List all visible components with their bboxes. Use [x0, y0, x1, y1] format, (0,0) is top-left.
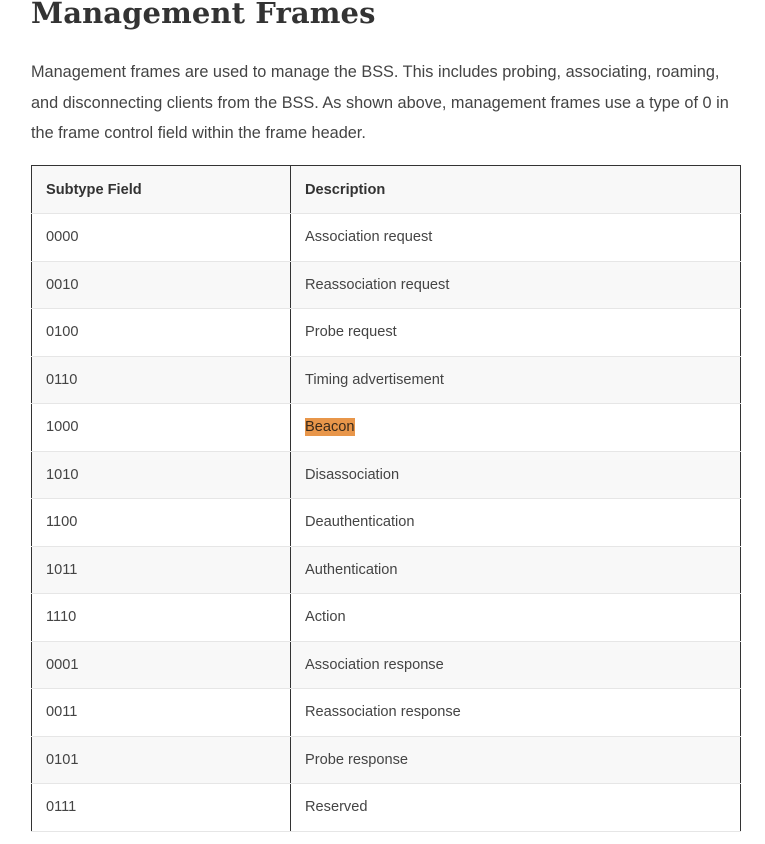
subtype-cell: 1110: [32, 594, 291, 642]
table-body: [32, 214, 741, 832]
section-heading: Management Frames: [31, 0, 376, 30]
subtype-cell: 1011: [32, 546, 291, 594]
table-row: [32, 499, 741, 547]
table-header: [32, 166, 741, 214]
description-cell: Timing advertisement: [291, 356, 741, 404]
description-cell: Authentication: [291, 546, 741, 594]
table-row: [32, 404, 741, 452]
intro-paragraph: Management frames are used to manage the BSS. This includes probing, associating, roaming, and disconnecting clients from the BSS. As shown above, management frames use a type of 0 in the frame control field within the frame header.: [31, 63, 729, 142]
subtype-cell: 0000: [32, 214, 291, 262]
subtype-cell: 0010: [32, 261, 291, 309]
description-cell: Probe response: [291, 736, 741, 784]
description-cell: Probe request: [291, 309, 741, 357]
subtype-cell: 1000: [32, 404, 291, 452]
subtype-cell: 1100: [32, 499, 291, 547]
description-cell: Reserved: [291, 784, 741, 832]
table-row: [32, 451, 741, 499]
subtype-cell: 0100: [32, 309, 291, 357]
table-row: [32, 594, 741, 642]
subtype-cell: 0001: [32, 641, 291, 689]
table-row: [32, 309, 741, 357]
table-row: [32, 356, 741, 404]
table-row: [32, 261, 741, 309]
management-frames-table: [31, 165, 741, 832]
description-cell: Action: [291, 594, 741, 642]
subtype-cell: 0111: [32, 784, 291, 832]
table-row: [32, 214, 741, 262]
subtype-cell: 0110: [32, 356, 291, 404]
table-row: [32, 736, 741, 784]
table-row: [32, 784, 741, 832]
description-cell: Disassociation: [291, 451, 741, 499]
table-header-row: [32, 166, 741, 214]
highlighted-text: Beacon: [305, 419, 355, 436]
article-section: [31, 0, 741, 816]
column-header-description: Description: [291, 166, 741, 214]
subtype-cell: 0011: [32, 689, 291, 737]
subtype-cell: 0101: [32, 736, 291, 784]
description-cell: Deauthentication: [291, 499, 741, 547]
table-row: [32, 641, 741, 689]
description-cell: Association request: [291, 214, 741, 262]
table-row: [32, 689, 741, 737]
description-cell: Reassociation request: [291, 261, 741, 309]
description-cell: [291, 404, 741, 452]
column-header-subtype: Subtype Field: [32, 166, 291, 214]
description-cell: Association response: [291, 641, 741, 689]
subtype-cell: 1010: [32, 451, 291, 499]
description-cell: Reassociation response: [291, 689, 741, 737]
table-row: [32, 546, 741, 594]
